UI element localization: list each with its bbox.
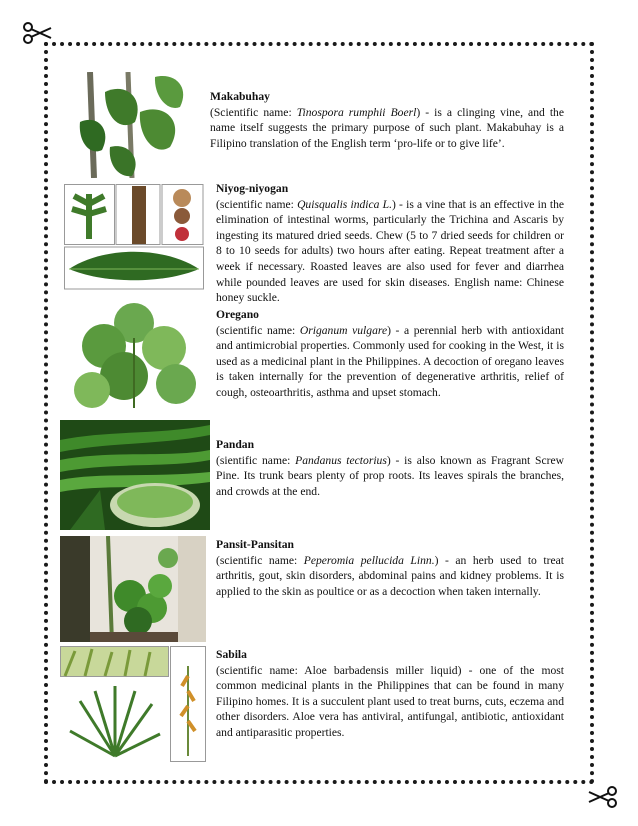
plant-name: Pandan [216, 438, 255, 451]
pansit-pansitan-description: Pansit-Pansitan (scientific name: Peperomia pellucida Linn.) - an herb used to treat arthritis, gout, skin disorders, abdominal pains and kidney problems. It is applied to the skin as poultice or as a decoction when taken internally. [216, 538, 564, 598]
scientific-name: Pandanus tectorius [295, 453, 387, 467]
plant-name: Pansit-Pansitan [216, 538, 294, 551]
scientific-name: Tinospora rumphii Boerl [296, 105, 417, 119]
scissors-icon [588, 784, 618, 810]
pansit-pansitan-photo [60, 536, 206, 642]
scientific-name: Quisqualis indica L. [297, 197, 393, 211]
oregano-description: Oregano (scientific name: Origanum vulgare) - a perennial herb with antioxidant and antimicrobial properties. Commonly used for cooking in the West, it is used as a medicinal plant in the Philippines. A decoction of oregano leaves is taken internally for the prevention of degenerative arthritis, relief of cough, osteoarthritis, asthma and upset stomach. [216, 308, 564, 399]
plant-name: Makabuhay [210, 90, 270, 103]
pandan-photo [60, 420, 210, 530]
pandan-description: Pandan (sientific name: Pandanus tectorius) - is also known as Fragrant Screw Pine. Its trunk bears plenty of prop roots. Its leaves spirals the branches, and crowds at the end. [216, 438, 564, 498]
scientific-name: Origanum vulgare [299, 323, 388, 337]
plant-name: Sabila [216, 648, 247, 661]
plant-name: Oregano [216, 308, 259, 321]
sabila-description: Sabila (scientific name: Aloe barbadensis miller liquid) - one of the most common medicinal plants in the Philippines that can be found in many Filipino homes. It is a succulent plant used to treat burns, cuts, eczema and other disorders. Aloe vera has antiviral, antifungal, antibiotic, antioxidant and antiparasitic properties. [216, 648, 564, 739]
niyog-niyogan-photo [64, 184, 204, 290]
plant-name: Niyog-niyogan [216, 182, 289, 195]
scissors-icon [22, 20, 52, 46]
oregano-photo [64, 298, 204, 412]
niyog-niyogan-description: Niyog-niyogan (scientific name: Quisqualis indica L.) - is a vine that is an effective in the elimination of intestinal worms, particularly the Trichina and Ascaris by ingesting its matured dried seeds. Chew (5 to 7 dried seeds for children or 8 to 10 seeds for adults) two hours after eating. Repeat treatment after a week if necessary. Roasted leaves are also used for fever and diarrhea while pounded leaves are used for skin diseases. English name: Chinese honey suckle. [216, 182, 565, 305]
makabuhay-photo [70, 72, 200, 178]
sabila-photo [60, 646, 206, 762]
scientific-name: Peperomia pellucida Linn. [303, 553, 435, 567]
makabuhay-description: Makabuhay (Scientific name: Tinospora rumphii Boerl) - is a clinging vine, and the name itself suggests the primary purpose of such plant. Makabuhay is a Filipino translation of the English term ‘pro-life or to give life’. [210, 90, 565, 150]
